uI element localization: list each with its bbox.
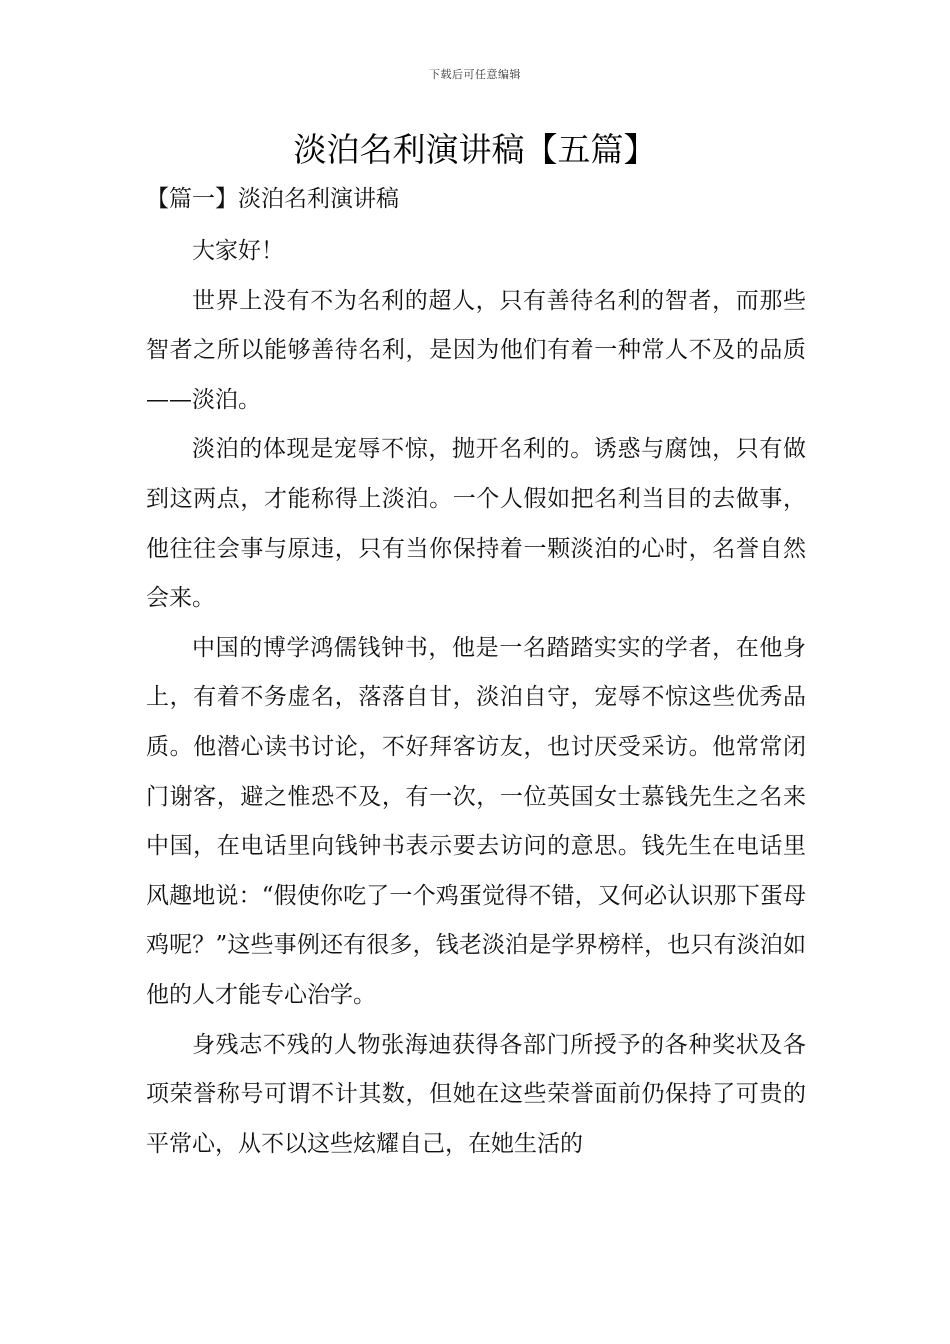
document-title: 淡泊名利演讲稿【五篇】 (293, 130, 657, 169)
paragraph: 淡泊的体现是宠辱不惊，抛开名利的。诱惑与腐蚀，只有做到这两点，才能称得上淡泊。一个人假如把名利当目的去做事，他往往会事与原违，只有当你保持着一颗淡泊的心时，名誉自然会来。 (146, 436, 806, 612)
paragraph-greeting: 大家好！ (192, 238, 284, 264)
header-note: 下载后可任意编辑 (429, 68, 521, 81)
section-heading: 【篇一】淡泊名利演讲稿 (146, 186, 399, 212)
body-text (146, 227, 806, 1169)
paragraph: 身残志不残的人物张海迪获得各部门所授予的各种奖状及各项荣誉称号可谓不计其数，但她在这些荣誉面前仍保持了可贵的平常心，从不以这些炫耀自己，在她生活的 (146, 1031, 806, 1157)
paragraph: 世界上没有不为名利的超人，只有善待名利的智者，而那些智者之所以能够善待名利，是因为他们有着一种常人不及的品质——淡泊。 (146, 287, 806, 413)
paragraph: 中国的博学鸿儒钱钟书，他是一名踏踏实实的学者，在他身上，有着不务虚名，落落自甘，淡泊自守，宠辱不惊这些优秀品质。他潜心读书讨论，不好拜客访友，也讨厌受采访。他常常闭门谢客，避之惟恐不及，有一次，一位英国女士慕钱先生之名来中国，在电话里向钱钟书表示要去访问的意思。钱先生在电话里风趣地说：“假使你吃了一个鸡蛋觉得不错，又何必认识那下蛋母鸡呢？”这些事例还有很多，钱老淡泊是学界榜样，也只有淡泊如他的人才能专心治学。 (146, 634, 806, 1008)
